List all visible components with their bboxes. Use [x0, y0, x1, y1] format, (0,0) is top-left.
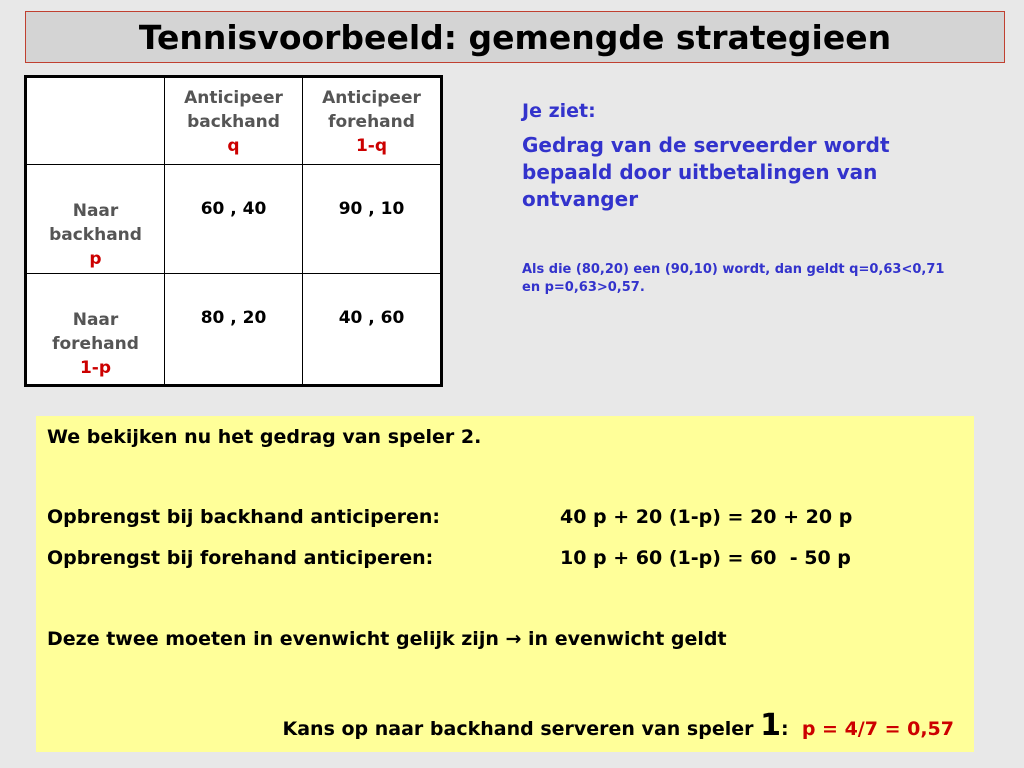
equilibrium-text: Deze twee moeten in evenwicht gelijk zijn	[47, 628, 499, 650]
table-row-forehand	[26, 274, 442, 386]
corner-cell	[26, 77, 165, 165]
column-probability: q	[227, 136, 240, 156]
equation-backhand	[47, 506, 852, 528]
row-header-backhand	[26, 165, 165, 274]
equation-label: Opbrengst bij backhand anticiperen:	[47, 506, 440, 528]
column-header-line1: Anticipeer	[184, 88, 283, 108]
table-row-backhand	[26, 165, 442, 274]
intro-line: We bekijken nu het gedrag van speler 2.	[47, 426, 482, 448]
payoff-table	[24, 75, 443, 387]
column-header-line1: Anticipeer	[322, 88, 421, 108]
row-header-line2: backhand	[49, 225, 142, 245]
column-probability: 1-q	[355, 136, 388, 156]
column-header-line2: backhand	[187, 112, 280, 132]
equation-label: Opbrengst bij forehand anticiperen:	[47, 547, 434, 569]
final-text: Kans op naar backhand serveren van speler	[282, 718, 754, 740]
table-header-row	[26, 77, 442, 165]
equation-value: 10 p + 60 (1-p) = 60 - 50 p	[560, 547, 851, 569]
final-result-line	[36, 708, 974, 743]
right-arrow-icon: →	[505, 628, 522, 650]
title-bar	[25, 11, 1005, 63]
final-colon: :	[780, 718, 789, 740]
payoff-cell	[303, 274, 442, 386]
equilibrium-line	[47, 628, 727, 650]
payoff-value: 90 , 10	[338, 199, 405, 219]
info-note: Als die (80,20) een (90,10) wordt, dan geldt q=0,63<0,71 en p=0,63>0,57.	[522, 262, 945, 295]
row-header-line1: Naar	[72, 310, 119, 330]
column-header-forehand	[303, 77, 442, 165]
equilibrium-conclusion: in evenwicht geldt	[528, 628, 727, 650]
info-body: Gedrag van de serveerder wordt bepaald door uitbetalingen van ontvanger	[522, 133, 890, 211]
row-header-forehand	[26, 274, 165, 386]
final-result: p = 4/7 = 0,57	[801, 718, 954, 740]
payoff-value: 40 , 60	[338, 308, 405, 328]
row-probability: 1-p	[79, 358, 112, 378]
payoff-cell	[165, 165, 303, 274]
slide-title: Tennisvoorbeeld: gemengde strategieen	[138, 17, 892, 57]
info-panel	[522, 100, 962, 297]
payoff-cell	[303, 165, 442, 274]
explanation-box	[36, 416, 974, 752]
column-header-backhand	[165, 77, 303, 165]
payoff-value: 60 , 40	[200, 199, 267, 219]
column-header-line2: forehand	[328, 112, 415, 132]
payoff-cell	[165, 274, 303, 386]
equation-forehand	[47, 547, 851, 569]
equation-value: 40 p + 20 (1-p) = 20 + 20 p	[560, 506, 853, 528]
row-probability: p	[89, 249, 102, 269]
info-label: Je ziet:	[522, 100, 596, 122]
row-header-line2: forehand	[52, 334, 139, 354]
payoff-value: 80 , 20	[200, 308, 267, 328]
row-header-line1: Naar	[72, 201, 119, 221]
player-number: 1	[760, 708, 781, 743]
